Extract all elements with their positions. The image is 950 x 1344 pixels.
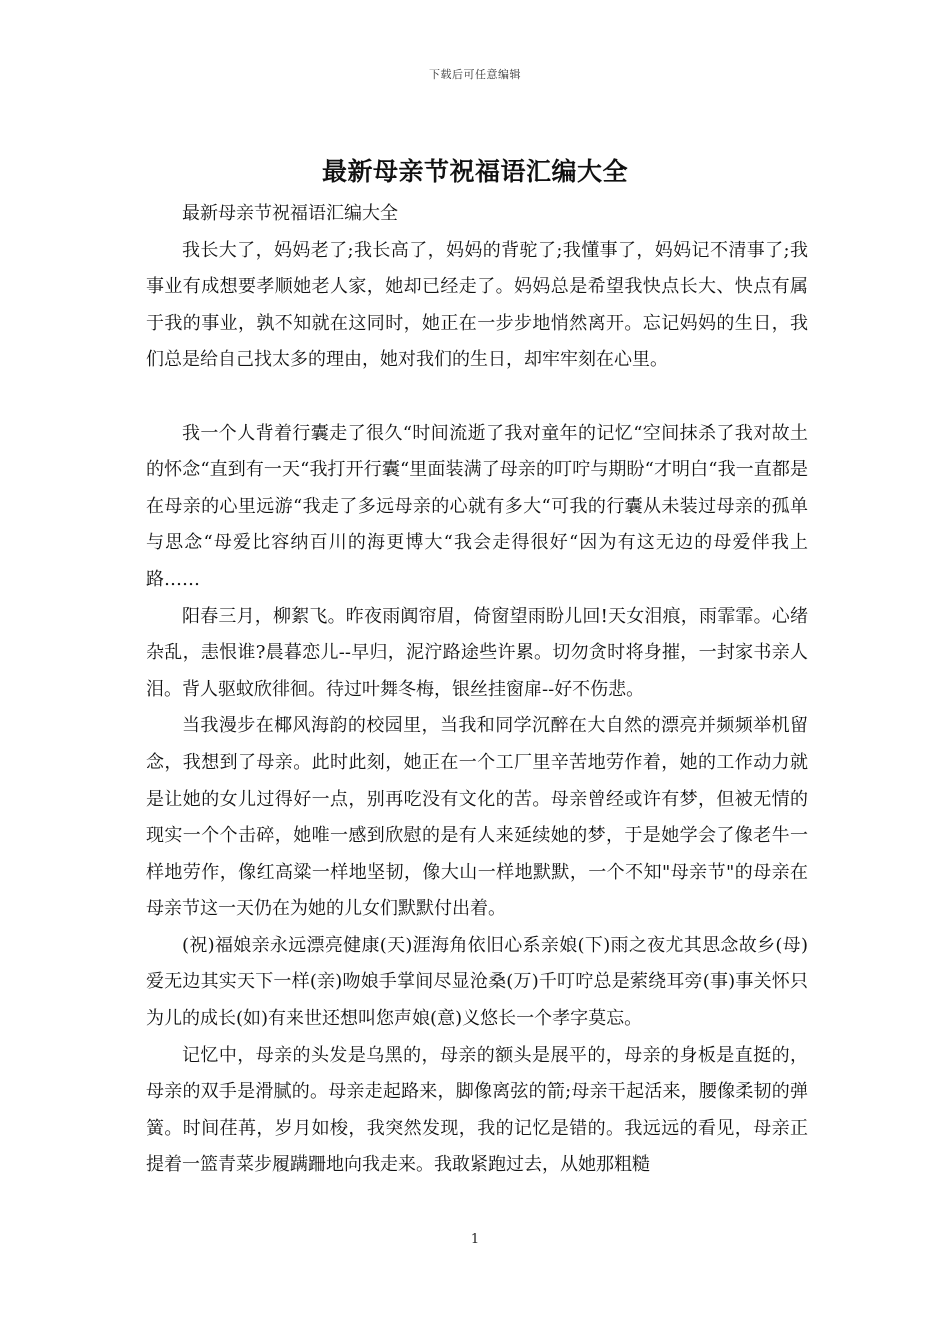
body-paragraph: 当我漫步在椰风海韵的校园里，当我和同学沉醉在大自然的漂亮并频频举机留念，我想到了母亲。此时此刻，她正在一个工厂里辛苦地劳作着，她的工作动力就是让她的女儿过得好一点，别再吃没有文化的苦。母亲曾经或许有梦，但被无情的现实一个个击碎，她唯一感到欣慰的是有人来延续她的梦，于是她学会了像老牛一样地劳作，像红高粱一样地坚韧，像大山一样地默默，一个不知"母亲节"的母亲在母亲节这一天仍在为她的儿女们默默付出着。	[146, 715, 808, 920]
body-paragraph: 我长大了，妈妈老了;我长高了，妈妈的背驼了;我懂事了，妈妈记不清事了;我事业有成想要孝顺她老人家，她却已经走了。妈妈总是希望我快点长大、快点有属于我的事业，孰不知就在这同时，她正在一步步地悄然离开。忘记妈妈的生日，我们总是给自己找太多的理由，她对我们的生日，却牢牢刻在心里。	[146, 239, 808, 371]
body-paragraph-subtitle: 最新母亲节祝福语汇编大全	[182, 203, 398, 224]
body-paragraph: 我一个人背着行囊走了很久“时间流逝了我对童年的记忆“空间抹杀了我对故土的怀念“直到有一天“我打开行囊“里面装满了母亲的叮咛与期盼“才明白“我一直都是在母亲的心里远游“我走了多远母亲的心就有多大“可我的行囊从未装过母亲的孤单与思念“母爱比容纳百川的海更博大“我会走得很好“因为有这无边的母爱伴我上路……	[146, 422, 808, 590]
body-paragraph: (祝)福娘亲永远漂亮健康(天)涯海角依旧心系亲娘(下)雨之夜尤其思念故乡(母)爱无边其实天下一样(亲)吻娘手掌间尽显沧桑(万)千叮咛总是萦绕耳旁(事)事关怀只为儿的成长(如)有来世还想叫您声娘(意)义悠长一个孝字莫忘。	[146, 934, 808, 1030]
page-number: 1	[470, 1232, 480, 1247]
document-title: 最新母亲节祝福语汇编大全	[321, 157, 628, 186]
body-paragraph: 记忆中，母亲的头发是乌黑的，母亲的额头是展平的，母亲的身板是直挺的，母亲的双手是滑腻的。母亲走起路来，脚像离弦的箭;母亲干起活来，腰像柔韧的弹簧。时间荏苒，岁月如梭，我突然发现，我的记忆是错的。我远远的看见，母亲正提着一篮青菜步履蹒跚地向我走来。我敢紧跑过去，从她那粗糙	[146, 1044, 808, 1176]
page-header: 下载后可任意编辑	[429, 68, 521, 81]
document-body	[146, 196, 808, 1184]
body-paragraph: 阳春三月，柳絮飞。昨夜雨阗帘眉，倚窗望雨盼儿回!天女泪痕，雨霏霏。心绪杂乱，恚恨谁?晨暮恋儿--早归，泥泞路途些许累。切勿贪时将身摧，一封家书亲人泪。背人驱蚊欣徘徊。待过叶舞冬梅，银丝挂窗扉--好不伤悲。	[146, 605, 808, 700]
paragraph-spacer	[146, 379, 808, 416]
